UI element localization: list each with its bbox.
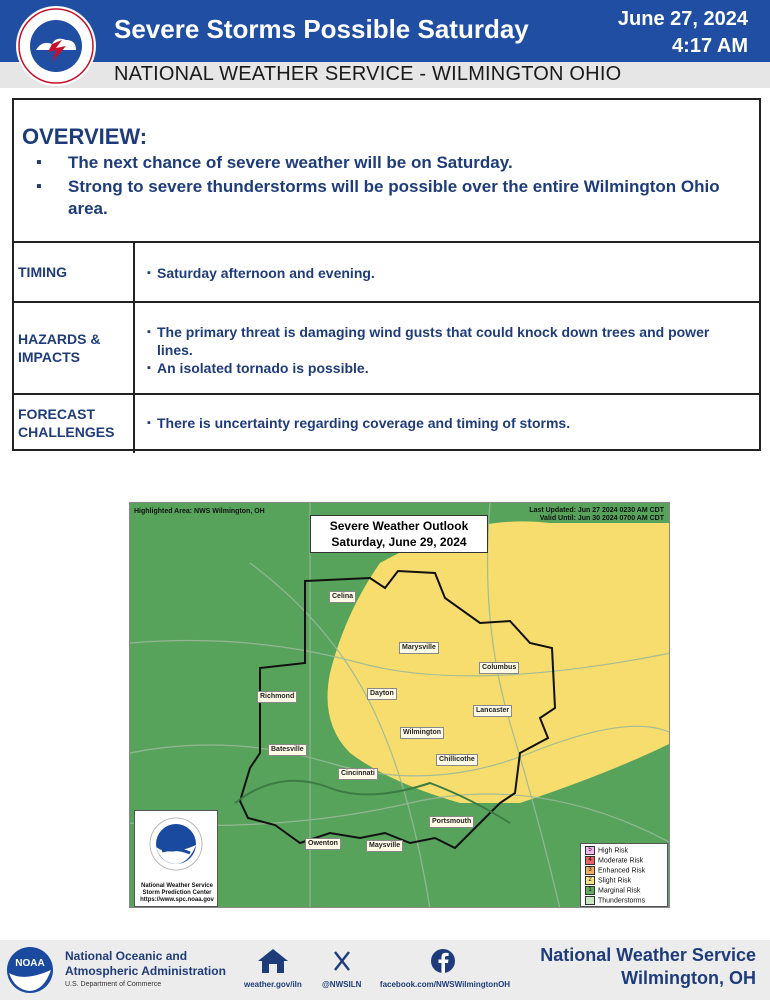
city-label-owenton: Owenton	[305, 838, 341, 850]
severe-outlook-map	[129, 502, 670, 908]
noaa-org-name: National Oceanic and Atmospheric Administration	[65, 949, 226, 978]
overview-section	[14, 100, 759, 243]
last-updated: Last Updated: Jun 27 2024 0230 AM CDT	[529, 507, 664, 514]
timing-item: ▪ Saturday afternoon and evening.	[147, 264, 375, 282]
issue-time: 4:17 AM	[672, 35, 748, 57]
city-label-wilmington: Wilmington	[400, 727, 444, 739]
challenges-row	[14, 395, 759, 453]
city-label-chillicothe: Chillicothe	[436, 754, 478, 766]
challenge-item: ▪ There is uncertainty regarding coverage and timing of storms.	[147, 414, 570, 432]
outlook-title: Severe Weather Outlook Saturday, June 29, 2024	[310, 515, 488, 553]
city-label-batesville: Batesville	[268, 744, 307, 756]
office-subtitle: NATIONAL WEATHER SERVICE - WILMINGTON OHIO	[114, 63, 622, 85]
legend-item: 3 Enhanced Risk	[585, 866, 645, 875]
issue-date: June 27, 2024	[617, 8, 748, 30]
footer	[0, 940, 770, 1000]
highlighted-area-note: Highlighted Area: NWS Wilmington, OH	[134, 508, 265, 515]
noaa-logo-icon	[149, 817, 203, 871]
twitter-link[interactable]	[322, 947, 361, 989]
city-label-marysville: Marysville	[399, 642, 439, 654]
valid-until: Valid Until: Jun 30 2024 0700 AM CDT	[539, 515, 664, 522]
legend-item: 4 Moderate Risk	[585, 856, 643, 865]
legend-item: Thunderstorms	[585, 896, 645, 905]
hazards-row	[14, 303, 759, 395]
hazard-item: ▪ An isolated tornado is possible.	[147, 359, 727, 377]
city-label-cincinnati: Cincinnati	[338, 768, 378, 780]
hazards-content	[147, 303, 747, 393]
valid-times	[529, 507, 664, 523]
nws-office-name: National Weather Service Wilmington, OH	[540, 945, 756, 988]
twitter-handle: @NWSILN	[322, 980, 362, 989]
spc-credit-box	[134, 810, 218, 907]
legend-item: 2 Slight Risk	[585, 876, 631, 885]
overview-list	[34, 152, 744, 222]
nws-logo-icon	[8, 4, 104, 88]
dept-commerce: U.S. Department of Commerce	[65, 981, 162, 988]
svg-text:NOAA: NOAA	[15, 958, 45, 969]
page-title: Severe Storms Possible Saturday	[114, 14, 529, 44]
legend-item: 5 High Risk	[585, 846, 628, 855]
risk-legend	[580, 843, 668, 907]
facebook-icon	[370, 947, 520, 975]
overview-heading: OVERVIEW:	[22, 124, 148, 149]
hazard-item: ▪ The primary threat is damaging wind gusts that could knock down trees and power lines.	[147, 323, 727, 359]
city-label-maysville: Maysville	[366, 840, 403, 852]
noaa-footer-logo-icon	[6, 946, 54, 994]
city-label-dayton: Dayton	[367, 688, 397, 700]
timing-label: TIMING	[14, 243, 135, 301]
home-icon	[256, 947, 290, 975]
web-link-text: weather.gov/iln	[244, 980, 302, 989]
challenges-label: FORECAST CHALLENGES	[14, 395, 135, 453]
overview-bullet: ▪ Strong to severe thunderstorms will be possible over the entire Wilmington Ohio area.	[34, 176, 744, 220]
legend-item: 1 Marginal Risk	[585, 886, 640, 895]
overview-bullet: ▪ The next chance of severe weather will be on Saturday.	[34, 152, 744, 174]
challenges-content	[147, 395, 747, 453]
city-label-lancaster: Lancaster	[473, 705, 512, 717]
timing-content	[147, 243, 747, 301]
timing-row	[14, 243, 759, 303]
header	[0, 0, 770, 88]
spc-credit-text: National Weather Service Storm Prediction Center https://www.spc.noaa.gov	[140, 883, 214, 903]
city-label-columbus: Columbus	[479, 662, 519, 674]
facebook-link[interactable]	[370, 947, 520, 989]
city-label-portsmouth: Portsmouth	[429, 816, 474, 828]
briefing-panel	[12, 98, 761, 451]
hazards-label: HAZARDS & IMPACTS	[14, 303, 135, 393]
city-label-richmond: Richmond	[257, 691, 297, 703]
facebook-handle: facebook.com/NWSWilmingtonOH	[379, 980, 511, 989]
issue-datetime	[618, 6, 748, 60]
web-link[interactable]	[244, 947, 302, 989]
city-label-celina: Celina	[329, 591, 356, 603]
x-twitter-icon	[325, 947, 359, 975]
